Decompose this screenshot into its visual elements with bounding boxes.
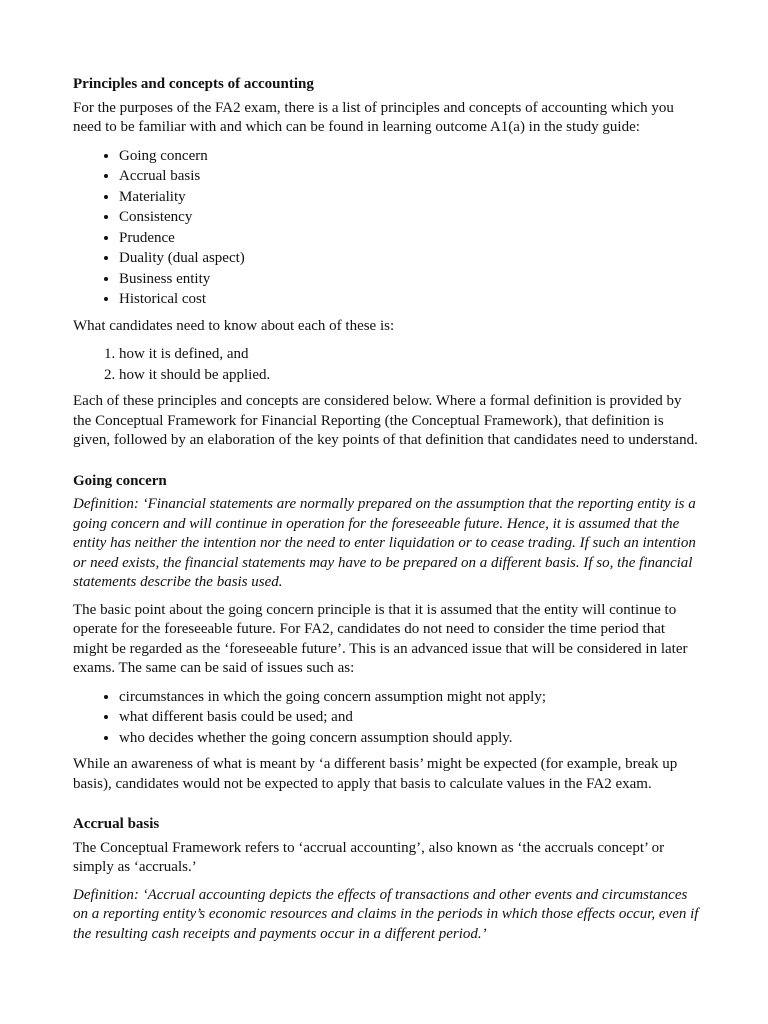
list-item: • Business entity xyxy=(119,269,703,290)
going-concern-definition: Definition: ‘Financial statements are normally prepared on the assumption that the reporting entity is a going concern and will continue in operation for the foreseeable future. Hence, it is assumed that the entity has neither the intention nor the need to enter liquidation or to cease trading. If such an intention or need exists, the financial statements may have to be prepared on a different basis. If so, the financial statements describe the basis used. xyxy=(73,496,696,590)
considered-below-paragraph: Each of these principles and concepts are considered below. Where a formal definition is provided by the Conceptual Framework for Financial Reporting (the Conceptual Framework), that definition is given, followed by an elaboration of the key points of that definition that candidates need to understand. xyxy=(73,393,698,448)
list-item: • Consistency xyxy=(119,207,703,228)
going-concern-paragraph: The basic point about the going concern principle is that it is assumed that the entity will continue to operate for the foreseeable future. For FA2, candidates do not need to consider the time period that might be regarded as the ‘foreseeable future’. This is an advanced issue that will be considered in later exams. The same can be said of issues such as: xyxy=(73,601,688,676)
candidates-need-paragraph: What candidates need to know about each of these is: xyxy=(73,317,395,334)
list-item: 2. how it should be applied. xyxy=(119,365,703,386)
principles-list xyxy=(73,146,703,310)
section-heading-going-concern: Going concern xyxy=(73,472,167,489)
list-item: • what different basis could be used; and xyxy=(119,707,703,728)
requirements-list xyxy=(73,344,703,385)
list-item: • Historical cost xyxy=(119,289,703,310)
going-concern-issues-list xyxy=(73,687,703,749)
section-spacer xyxy=(73,459,703,472)
accrual-definition: Definition: ‘Accrual accounting depicts the effects of transactions and other events and circumstances on a reporting entity’s economic resources and claims in the periods in which those effects occur, even if the resulting cash receipts and payments occur in a different period.’ xyxy=(73,886,699,942)
list-item: • Materiality xyxy=(119,187,703,208)
intro-paragraph: For the purposes of the FA2 exam, there is a list of principles and concepts of accounting which you need to be familiar with and which can be found in learning outcome A1(a) in the study guide: xyxy=(73,99,674,135)
section-heading-principles: Principles and concepts of accounting xyxy=(73,76,314,92)
list-item: • Prudence xyxy=(119,228,703,249)
list-item: • Accrual basis xyxy=(119,166,703,187)
list-item: • circumstances in which the going concern assumption might not apply; xyxy=(119,687,703,708)
section-spacer xyxy=(73,802,703,815)
list-item: • Duality (dual aspect) xyxy=(119,248,703,269)
accrual-intro-paragraph: The Conceptual Framework refers to ‘accrual accounting’, also known as ‘the accruals concept’ or simply as ‘accruals.’ xyxy=(73,839,665,875)
list-item: • Going concern xyxy=(119,146,703,167)
list-item: 1. how it is defined, and xyxy=(119,344,703,365)
list-item: • who decides whether the going concern assumption should apply. xyxy=(119,728,703,749)
document-page xyxy=(73,75,703,952)
different-basis-paragraph: While an awareness of what is meant by ‘a different basis’ might be expected (for example, break up basis), candidates would not be expected to apply that basis to calculate values in the FA2 exam. xyxy=(73,756,678,792)
section-heading-accrual-basis: Accrual basis xyxy=(73,816,160,832)
